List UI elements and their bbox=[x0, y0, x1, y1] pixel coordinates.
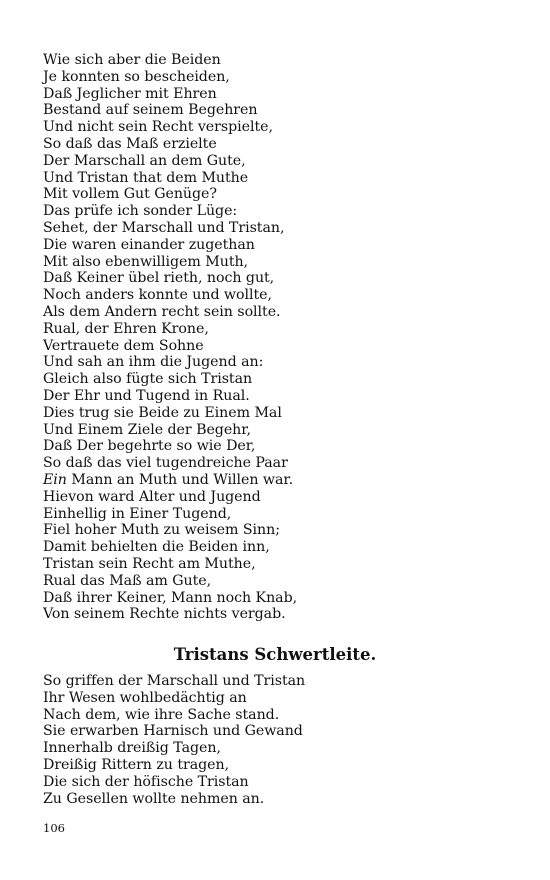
verse-line: Je konnten so bescheiden, bbox=[43, 68, 230, 85]
verse-line: Das prüfe ich sonder Lüge: bbox=[43, 203, 238, 220]
verse-line bbox=[43, 472, 513, 489]
verse-line: Innerhalb dreißig Tagen, bbox=[43, 740, 221, 757]
verse-line: Fiel hoher Muth zu weisem Sinn; bbox=[43, 522, 280, 539]
verse-line: Sie erwarben Harnisch und Gewand bbox=[43, 723, 303, 740]
verse-line: Tristan sein Recht am Muthe, bbox=[43, 555, 256, 572]
verse-line: So daß das viel tugendreiche Paar bbox=[43, 455, 288, 472]
verse-line: Gleich also fügte sich Tristan bbox=[43, 371, 253, 388]
verse-line: So griffen der Marschall und Tristan bbox=[43, 673, 306, 689]
verse-line-rest: Mann an Muth und Willen war. bbox=[66, 471, 294, 488]
verse-line: Dies trug sie Beide zu Einem Mal bbox=[43, 404, 282, 421]
verse-stanza-1 bbox=[43, 52, 513, 623]
verse-line: Mit vollem Gut Genüge? bbox=[43, 186, 217, 203]
verse-line: Damit behielten die Beiden inn, bbox=[43, 539, 270, 556]
verse-line: Der Marschall an dem Gute, bbox=[43, 152, 246, 169]
verse-line: Und Tristan that dem Muthe bbox=[43, 169, 249, 186]
verse-line: Einhellig in Einer Tugend, bbox=[43, 505, 232, 522]
verse-line: Ihr Wesen wohlbedächtig an bbox=[43, 689, 247, 706]
verse-line: Als dem Andern recht sein sollte. bbox=[43, 303, 281, 320]
verse-line: Und nicht sein Recht verspielte, bbox=[43, 119, 273, 136]
section-heading: Tristans Schwertleite. bbox=[173, 645, 377, 664]
page-number: 106 bbox=[43, 821, 65, 835]
verse-stanza-2 bbox=[43, 673, 513, 807]
verse-line: Mit also ebenwilligem Muth, bbox=[43, 253, 249, 270]
verse-line: Von seinem Rechte nichts vergab. bbox=[43, 606, 286, 623]
verse-line: Hievon ward Alter und Jugend bbox=[43, 488, 261, 505]
verse-line: Daß Keiner übel rieth, noch gut, bbox=[43, 270, 275, 287]
verse-line: Und sah an ihm die Jugend an: bbox=[43, 354, 264, 371]
verse-line: Daß Jeglicher mit Ehren bbox=[43, 85, 217, 102]
verse-line: Noch anders konnte und wollte, bbox=[43, 287, 272, 304]
verse-line: Die waren einander zugethan bbox=[43, 236, 255, 253]
verse-line: Bestand auf seinem Begehren bbox=[43, 102, 258, 119]
verse-line: So daß das Maß erzielte bbox=[43, 135, 217, 152]
verse-line: Die sich der höfische Tristan bbox=[43, 773, 249, 790]
verse-line: Und Einem Ziele der Begehr, bbox=[43, 421, 251, 438]
verse-line: Wie sich aber die Beiden bbox=[43, 52, 221, 68]
verse-line: Rual das Maß am Gute, bbox=[43, 572, 212, 589]
verse-line: Rual, der Ehren Krone, bbox=[43, 320, 209, 337]
verse-line: Der Ehr und Tugend in Rual. bbox=[43, 387, 250, 404]
verse-line-emphasis: Ein bbox=[43, 471, 67, 488]
verse-line: Daß Der begehrte so wie Der, bbox=[43, 438, 256, 455]
verse-line: Dreißig Rittern zu tragen, bbox=[43, 756, 230, 773]
verse-line: Sehet, der Marschall und Tristan, bbox=[43, 219, 285, 236]
verse-line: Zu Gesellen wollte nehmen an. bbox=[43, 790, 265, 807]
verse-line: Daß ihrer Keiner, Mann noch Knab, bbox=[43, 589, 298, 606]
verse-line: Nach dem, wie ihre Sache stand. bbox=[43, 706, 280, 723]
verse-line: Vertrauete dem Sohne bbox=[43, 337, 204, 354]
